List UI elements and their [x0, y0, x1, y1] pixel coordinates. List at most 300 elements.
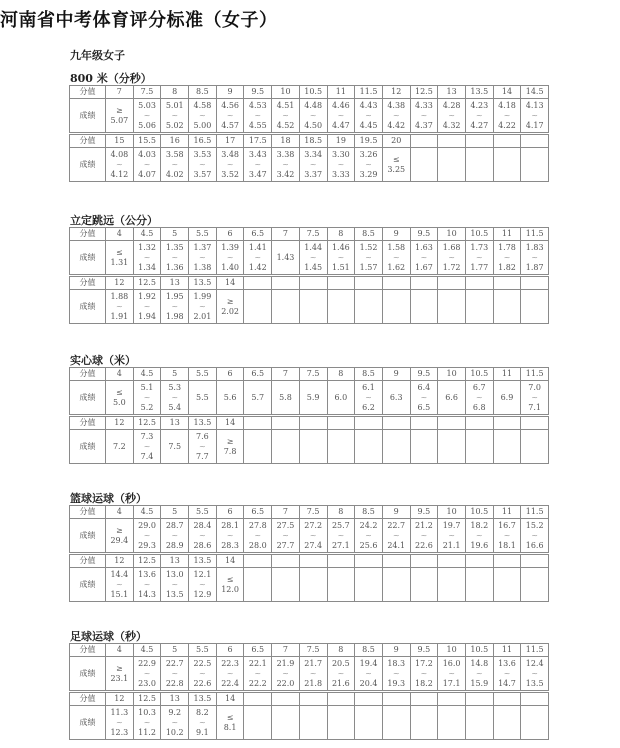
grade-cell: [438, 568, 466, 602]
row-label-score: 分值: [70, 644, 106, 657]
grade-cell: 4.08 ~ 4.12: [106, 148, 134, 182]
grade-cell: 7.3 ~ 7.4: [133, 430, 161, 464]
grade-cell: 21.2 ~ 22.6: [410, 519, 438, 553]
score-cell: 12: [106, 693, 134, 706]
score-cell: 8: [327, 644, 355, 657]
score-cell: [438, 417, 466, 430]
grade-cell: 4.46 ~ 4.47: [327, 99, 355, 133]
score-cell: 11.5: [521, 644, 549, 657]
row-label-score: 分值: [70, 555, 106, 568]
grade-cell: 22.3 ~ 22.4: [216, 657, 244, 691]
score-cell: 5.5: [189, 368, 217, 381]
score-cell: [521, 555, 549, 568]
score-cell: 6.5: [244, 228, 272, 241]
grade-cell: 3.30 ~ 3.33: [327, 148, 355, 182]
score-cell: 9.5: [410, 368, 438, 381]
grade-cell: 12.1 ~ 12.9: [189, 568, 217, 602]
score-cell: [327, 277, 355, 290]
row-label-score: 分值: [70, 228, 106, 241]
score-cell: 5.5: [189, 228, 217, 241]
grade-cell: ≤ 5.0: [106, 381, 134, 415]
score-cell: 6: [216, 368, 244, 381]
score-cell: 13: [161, 693, 189, 706]
score-cell: 9.5: [410, 228, 438, 241]
row-label-score: 分值: [70, 135, 106, 148]
grade-cell: 1.68 ~ 1.72: [438, 241, 466, 275]
score-cell: 12: [106, 555, 134, 568]
score-cell: 19: [327, 135, 355, 148]
grade-cell: 12.4 ~ 13.5: [521, 657, 549, 691]
grade-cell: 1.37 ~ 1.38: [189, 241, 217, 275]
grade-cell: [410, 430, 438, 464]
score-cell: 10: [438, 644, 466, 657]
grade-cell: 16.0 ~ 17.1: [438, 657, 466, 691]
grade-cell: 3.34 ~ 3.37: [299, 148, 327, 182]
score-cell: [465, 135, 493, 148]
grade-cell: [327, 568, 355, 602]
score-cell: 8: [327, 506, 355, 519]
grade-cell: 16.7 ~ 18.1: [493, 519, 521, 553]
score-cell: 10: [438, 228, 466, 241]
score-cell: [465, 555, 493, 568]
grade-cell: 25.7 ~ 27.1: [327, 519, 355, 553]
score-cell: 12: [382, 86, 410, 99]
grade-cell: 4.48 ~ 4.50: [299, 99, 327, 133]
grade-cell: [355, 430, 383, 464]
row-label-score: 分值: [70, 277, 106, 290]
score-cell: 15.5: [133, 135, 161, 148]
score-cell: [244, 555, 272, 568]
score-cell: [521, 693, 549, 706]
grade-cell: [410, 568, 438, 602]
score-cell: 4: [106, 644, 134, 657]
score-cell: 11: [327, 86, 355, 99]
score-cell: [272, 693, 300, 706]
score-cell: 14: [493, 86, 521, 99]
score-cell: 11: [493, 506, 521, 519]
grade-cell: 6.7 ~ 6.8: [465, 381, 493, 415]
grade-cell: 5.7: [244, 381, 272, 415]
row-label-grade: 成绩: [70, 241, 106, 275]
row-label-grade: 成绩: [70, 519, 106, 553]
score-cell: 15: [106, 135, 134, 148]
score-cell: [355, 693, 383, 706]
score-cell: 6.5: [244, 644, 272, 657]
grade-cell: [493, 290, 521, 324]
score-cell: [327, 693, 355, 706]
score-cell: 9.5: [410, 644, 438, 657]
grade-cell: 28.1 ~ 28.3: [216, 519, 244, 553]
score-cell: 16.5: [189, 135, 217, 148]
score-cell: 12: [106, 277, 134, 290]
score-cell: 9: [382, 228, 410, 241]
grade-cell: 10.3 ~ 11.2: [133, 706, 161, 740]
grade-cell: 4.03 ~ 4.07: [133, 148, 161, 182]
grade-cell: ≤ 8.1: [216, 706, 244, 740]
grade-cell: [465, 148, 493, 182]
row-label-score: 分值: [70, 86, 106, 99]
grade-cell: 5.3 ~ 5.4: [161, 381, 189, 415]
grade-cell: 5.9: [299, 381, 327, 415]
grade-cell: 1.46 ~ 1.51: [327, 241, 355, 275]
grade-cell: 29.0 ~ 29.3: [133, 519, 161, 553]
score-cell: 9.5: [244, 86, 272, 99]
grade-cell: 15.2 ~ 16.6: [521, 519, 549, 553]
grade-cell: [521, 430, 549, 464]
grade-cell: 4.56 ~ 4.57: [216, 99, 244, 133]
grade-cell: 1.63 ~ 1.67: [410, 241, 438, 275]
score-cell: 13: [161, 555, 189, 568]
score-cell: 13.5: [465, 86, 493, 99]
grade-cell: [299, 290, 327, 324]
grade-cell: 13.6 ~ 14.3: [133, 568, 161, 602]
grade-cell: [410, 706, 438, 740]
score-cell: [299, 693, 327, 706]
grade-cell: [355, 290, 383, 324]
score-cell: [493, 693, 521, 706]
score-cell: 10.5: [465, 506, 493, 519]
score-cell: 13: [438, 86, 466, 99]
grade-cell: 19.7 ~ 21.1: [438, 519, 466, 553]
score-cell: 8.5: [355, 506, 383, 519]
grade-cell: 4.58 ~ 5.00: [189, 99, 217, 133]
score-cell: 6: [216, 644, 244, 657]
grade-cell: [521, 706, 549, 740]
grade-cell: [465, 290, 493, 324]
grade-cell: 6.4 ~ 6.5: [410, 381, 438, 415]
score-cell: [493, 277, 521, 290]
score-cell: [465, 417, 493, 430]
score-cell: 8.5: [355, 368, 383, 381]
score-cell: 5.5: [189, 506, 217, 519]
score-cell: [382, 693, 410, 706]
score-cell: 5: [161, 368, 189, 381]
row-label-score: 分值: [70, 417, 106, 430]
grade-cell: [438, 706, 466, 740]
score-cell: [438, 693, 466, 706]
grade-cell: 1.44 ~ 1.45: [299, 241, 327, 275]
score-cell: 17: [216, 135, 244, 148]
score-table: [69, 367, 549, 415]
score-cell: 8.5: [355, 644, 383, 657]
grade-cell: 21.7 ~ 21.8: [299, 657, 327, 691]
score-cell: 11: [493, 228, 521, 241]
score-cell: [299, 555, 327, 568]
grade-cell: [493, 430, 521, 464]
grade-cell: ≥ 7.8: [216, 430, 244, 464]
score-cell: 14.5: [521, 86, 549, 99]
score-cell: [410, 693, 438, 706]
grade-cell: [493, 706, 521, 740]
score-cell: [410, 277, 438, 290]
score-cell: [327, 555, 355, 568]
grade-cell: 27.2 ~ 27.4: [299, 519, 327, 553]
score-cell: [299, 417, 327, 430]
grade-cell: 7.6 ~ 7.7: [189, 430, 217, 464]
score-cell: 12.5: [133, 277, 161, 290]
grade-cell: ≤ 3.25: [382, 148, 410, 182]
score-cell: 8: [327, 228, 355, 241]
score-cell: [521, 417, 549, 430]
score-cell: 9: [382, 368, 410, 381]
grade-cell: 6.3: [382, 381, 410, 415]
score-cell: 19.5: [355, 135, 383, 148]
grade-cell: [299, 568, 327, 602]
grade-cell: [244, 568, 272, 602]
score-cell: [244, 417, 272, 430]
grade-cell: 28.4 ~ 28.6: [189, 519, 217, 553]
score-cell: 4: [106, 228, 134, 241]
grade-cell: [438, 430, 466, 464]
grade-cell: 22.5 ~ 22.6: [189, 657, 217, 691]
score-cell: 13.5: [189, 417, 217, 430]
score-cell: 20: [382, 135, 410, 148]
score-cell: 7: [106, 86, 134, 99]
row-label-grade: 成绩: [70, 99, 106, 133]
score-cell: [244, 693, 272, 706]
score-cell: [438, 135, 466, 148]
score-cell: 6: [216, 506, 244, 519]
score-cell: 8.5: [189, 86, 217, 99]
grade-cell: 11.3 ~ 12.3: [106, 706, 134, 740]
score-cell: 8.5: [355, 228, 383, 241]
grade-cell: 5.01 ~ 5.02: [161, 99, 189, 133]
score-cell: 10.5: [465, 644, 493, 657]
score-cell: 13.5: [189, 555, 217, 568]
score-cell: 7: [272, 228, 300, 241]
score-cell: [272, 417, 300, 430]
score-table: [69, 85, 549, 133]
row-label-grade: 成绩: [70, 381, 106, 415]
score-cell: [410, 417, 438, 430]
grade-cell: 3.43 ~ 3.47: [244, 148, 272, 182]
grade-cell: 9.2 ~ 10.2: [161, 706, 189, 740]
score-cell: 13.5: [189, 693, 217, 706]
grade-cell: [465, 430, 493, 464]
score-cell: 10: [438, 368, 466, 381]
score-cell: [272, 277, 300, 290]
grade-cell: 17.2 ~ 18.2: [410, 657, 438, 691]
grade-cell: 21.9 ~ 22.0: [272, 657, 300, 691]
grade-cell: [382, 290, 410, 324]
row-label-grade: 成绩: [70, 657, 106, 691]
grade-cell: [272, 290, 300, 324]
grade-cell: 4.51 ~ 4.52: [272, 99, 300, 133]
grade-cell: [272, 568, 300, 602]
grade-cell: [493, 568, 521, 602]
grade-cell: 1.32 ~ 1.34: [133, 241, 161, 275]
score-cell: 7.5: [299, 368, 327, 381]
grade-cell: [382, 430, 410, 464]
score-cell: [355, 555, 383, 568]
score-cell: 11: [493, 368, 521, 381]
score-cell: [410, 555, 438, 568]
grade-cell: [272, 706, 300, 740]
grade-cell: ≥ 2.02: [216, 290, 244, 324]
score-cell: 14: [216, 693, 244, 706]
score-cell: 5: [161, 506, 189, 519]
grade-cell: 6.1 ~ 6.2: [355, 381, 383, 415]
grade-cell: [382, 568, 410, 602]
grade-cell: ≥ 23.1: [106, 657, 134, 691]
grade-cell: 3.48 ~ 3.52: [216, 148, 244, 182]
grade-cell: [438, 290, 466, 324]
grade-cell: 4.53 ~ 4.55: [244, 99, 272, 133]
score-cell: [382, 277, 410, 290]
score-cell: [299, 277, 327, 290]
grade-cell: [272, 430, 300, 464]
grade-cell: 4.28 ~ 4.32: [438, 99, 466, 133]
grade-cell: 6.9: [493, 381, 521, 415]
grade-cell: 1.41 ~ 1.42: [244, 241, 272, 275]
score-cell: 4: [106, 506, 134, 519]
score-cell: 8: [327, 368, 355, 381]
grade-cell: 24.2 ~ 25.6: [355, 519, 383, 553]
grade-cell: [438, 148, 466, 182]
grade-cell: [244, 430, 272, 464]
score-table: [69, 643, 549, 691]
score-table: [69, 505, 549, 553]
grade-cell: 1.39 ~ 1.40: [216, 241, 244, 275]
score-table: [69, 227, 549, 275]
score-cell: [493, 555, 521, 568]
score-cell: 10.5: [465, 368, 493, 381]
score-cell: 8: [161, 86, 189, 99]
grade-cell: 1.52 ~ 1.57: [355, 241, 383, 275]
row-label-grade: 成绩: [70, 430, 106, 464]
grade-cell: 1.88 ~ 1.91: [106, 290, 134, 324]
score-cell: 4.5: [133, 368, 161, 381]
grade-cell: 4.33 ~ 4.37: [410, 99, 438, 133]
grade-cell: 18.2 ~ 19.6: [465, 519, 493, 553]
grade-cell: 6.0: [327, 381, 355, 415]
score-cell: 5: [161, 228, 189, 241]
grade-cell: 4.43 ~ 4.45: [355, 99, 383, 133]
score-cell: [382, 417, 410, 430]
score-cell: [521, 135, 549, 148]
score-cell: [438, 555, 466, 568]
score-cell: 4.5: [133, 506, 161, 519]
grade-cell: 22.1 ~ 22.2: [244, 657, 272, 691]
grade-cell: 13.6 ~ 14.7: [493, 657, 521, 691]
grade-cell: [327, 430, 355, 464]
grade-cell: [410, 290, 438, 324]
grade-cell: [299, 430, 327, 464]
score-cell: 9: [216, 86, 244, 99]
score-cell: 7.5: [299, 228, 327, 241]
score-cell: [382, 555, 410, 568]
grade-cell: [382, 706, 410, 740]
grade-cell: 27.8 ~ 28.0: [244, 519, 272, 553]
score-cell: [493, 417, 521, 430]
row-label-grade: 成绩: [70, 568, 106, 602]
score-cell: 18.5: [299, 135, 327, 148]
grade-cell: 7.0 ~ 7.1: [521, 381, 549, 415]
row-label-score: 分值: [70, 693, 106, 706]
grade-cell: 3.26 ~ 3.29: [355, 148, 383, 182]
score-cell: 11.5: [521, 368, 549, 381]
grade-cell: 19.4 ~ 20.4: [355, 657, 383, 691]
row-label-grade: 成绩: [70, 148, 106, 182]
score-cell: [465, 277, 493, 290]
score-cell: 13: [161, 277, 189, 290]
score-cell: 14: [216, 417, 244, 430]
section-title: 足球运球（秒）: [70, 630, 147, 643]
score-cell: 12.5: [410, 86, 438, 99]
score-cell: 12: [106, 417, 134, 430]
grade-cell: 1.73 ~ 1.77: [465, 241, 493, 275]
grade-cell: ≤ 12.0: [216, 568, 244, 602]
grade-cell: 5.8: [272, 381, 300, 415]
score-cell: [521, 277, 549, 290]
score-cell: 11.5: [521, 506, 549, 519]
row-label-grade: 成绩: [70, 290, 106, 324]
grade-cell: 22.9 ~ 23.0: [133, 657, 161, 691]
grade-cell: 4.13 ~ 4.17: [521, 99, 549, 133]
grade-cell: 22.7 ~ 24.1: [382, 519, 410, 553]
section-title: 篮球运球（秒）: [70, 492, 147, 505]
score-cell: 4.5: [133, 644, 161, 657]
grade-cell: 1.35 ~ 1.36: [161, 241, 189, 275]
grade-cell: 18.3 ~ 19.3: [382, 657, 410, 691]
grade-cell: 28.7 ~ 28.9: [161, 519, 189, 553]
grade-cell: [521, 148, 549, 182]
score-cell: 9: [382, 506, 410, 519]
grade-cell: 1.43: [272, 241, 300, 275]
section-title: 立定跳远（公分）: [70, 214, 158, 227]
grade-cell: 3.58 ~ 4.02: [161, 148, 189, 182]
row-label-score: 分值: [70, 368, 106, 381]
score-cell: 7: [272, 368, 300, 381]
grade-cell: 5.5: [189, 381, 217, 415]
score-cell: 11.5: [355, 86, 383, 99]
grade-cell: [355, 568, 383, 602]
grade-cell: 20.5 ~ 21.6: [327, 657, 355, 691]
grade-cell: [244, 290, 272, 324]
grade-cell: 7.5: [161, 430, 189, 464]
score-table: [69, 692, 549, 740]
score-table: [69, 416, 549, 464]
score-cell: 10: [272, 86, 300, 99]
grade-cell: 1.78 ~ 1.82: [493, 241, 521, 275]
score-cell: 11: [493, 644, 521, 657]
score-cell: 6: [216, 228, 244, 241]
score-cell: 9: [382, 644, 410, 657]
grade-cell: ≥ 5.07: [106, 99, 134, 133]
grade-cell: 1.95 ~ 1.98: [161, 290, 189, 324]
score-cell: 14: [216, 555, 244, 568]
grade-cell: 22.7 ~ 22.8: [161, 657, 189, 691]
grade-cell: [327, 290, 355, 324]
score-cell: 17.5: [244, 135, 272, 148]
grade-cell: 6.6: [438, 381, 466, 415]
grade-cell: 5.6: [216, 381, 244, 415]
score-cell: 7.5: [133, 86, 161, 99]
score-cell: 12.5: [133, 693, 161, 706]
score-cell: 5: [161, 644, 189, 657]
score-table: [69, 554, 549, 602]
score-cell: 7.5: [299, 506, 327, 519]
grade-cell: [493, 148, 521, 182]
grade-cell: 4.38 ~ 4.42: [382, 99, 410, 133]
subtitle: 九年级女子: [70, 49, 125, 62]
score-cell: [355, 417, 383, 430]
grade-cell: ≥ 29.4: [106, 519, 134, 553]
grade-cell: ≤ 1.31: [106, 241, 134, 275]
score-table: [69, 134, 549, 182]
score-cell: [272, 555, 300, 568]
score-cell: 7.5: [299, 644, 327, 657]
